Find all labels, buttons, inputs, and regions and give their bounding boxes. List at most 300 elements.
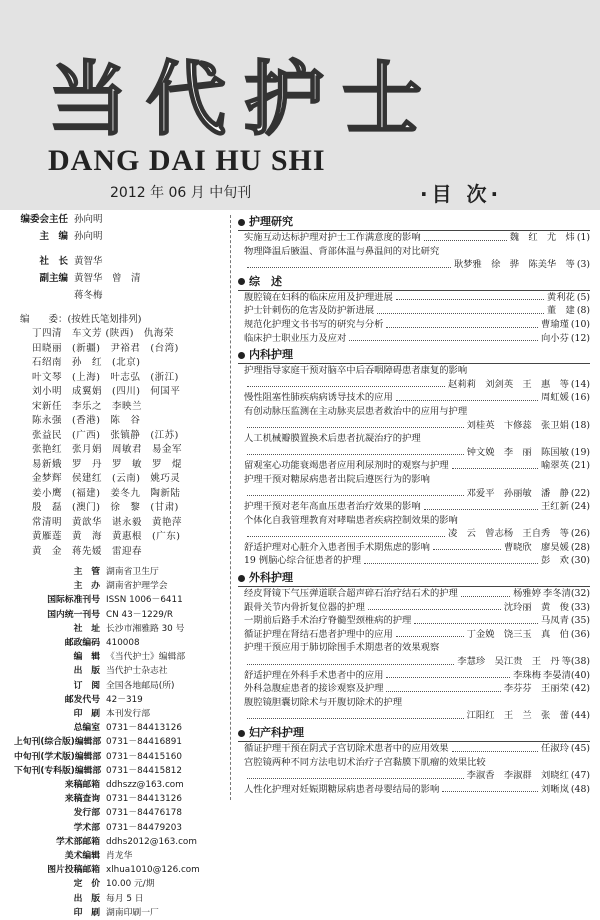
toc-section-heading: [238, 347, 590, 364]
entry-line: [244, 554, 590, 568]
entry-title: 规范化护理文书书写的研究与分析: [244, 318, 384, 330]
entry-page: (14): [570, 378, 590, 390]
entry-page: (16): [570, 392, 590, 404]
entry-line: [244, 332, 590, 346]
committee-row: 张艳红 张月娟 周敏君 易金军: [32, 444, 183, 455]
pub-value: 每月 5 日: [106, 893, 144, 904]
entry-line: [244, 419, 590, 433]
entry-title: 腹腔镜胆囊切除术与开腹切除术的护理: [244, 696, 403, 708]
entry-line: [244, 231, 590, 245]
pub-label: 来稿邮箱: [64, 780, 100, 791]
entry-page: (5): [576, 291, 590, 303]
pub-label: 主 管: [73, 567, 100, 577]
pub-row: [14, 664, 219, 678]
leader-dots: [247, 655, 454, 665]
leader-dots: [452, 459, 538, 469]
toc-entry: [238, 614, 590, 628]
entry-page: (24): [570, 501, 590, 513]
toc-entry: [238, 742, 590, 756]
entry-page: (33): [570, 601, 590, 613]
pub-value: 0731－84416891: [106, 737, 182, 748]
staff-label: 社 长: [39, 256, 68, 267]
pub-label: 出 版: [73, 893, 100, 904]
toc-entry: [238, 419, 590, 433]
pub-label: 下旬刊(专科版)编辑部: [14, 765, 102, 776]
entry-line: [244, 378, 590, 392]
committee-row: 宋新任 李乐之 李映兰: [32, 400, 143, 412]
pub-value: 长沙市湘雅路 30 号: [106, 623, 185, 634]
toc-heading: ·目 次·: [420, 182, 503, 206]
toc-entry: [238, 601, 590, 615]
entry-title: 护理干预应用于肺切除围手术期患者的效果观察: [244, 642, 440, 654]
staff-row: [14, 253, 219, 270]
entry-page: (42): [570, 683, 590, 695]
entry-title: 经皮肾镜下气压弹道联合超声碎石治疗结石术的护理: [244, 588, 458, 600]
leader-dots: [414, 614, 538, 624]
entry-page: (21): [570, 460, 590, 472]
entry-title: 人工机械瓣膜置换术后患者抗凝治疗的护理: [244, 433, 421, 445]
entry-title: 舒适护理对心脏介入患者围手术期焦虑的影响: [244, 541, 430, 553]
pub-row: [14, 877, 219, 891]
section-title: 妇产科护理: [249, 726, 304, 739]
entry-line: [244, 258, 590, 272]
leader-dots: [368, 601, 501, 611]
staff-value: 孙向明: [74, 231, 103, 242]
leader-dots: [424, 231, 507, 241]
entry-page: (35): [570, 615, 590, 627]
pub-value: CN 43－1229/R: [106, 609, 173, 620]
leader-dots: [461, 587, 510, 597]
toc-entry: [238, 245, 590, 259]
toc-entry: [238, 628, 590, 642]
pub-label: 国内统一刊号: [47, 609, 100, 620]
entry-authors: 黄利花: [546, 291, 575, 303]
pub-value: 0731－84415812: [106, 765, 182, 776]
entry-authors: 董 建: [546, 305, 575, 317]
entry-authors: 魏 红 尤 炜: [509, 232, 575, 243]
entry-title: 循证护理在肾结石患者护理中的应用: [244, 628, 393, 640]
toc-entry: [238, 682, 590, 696]
entry-page: 等(38): [561, 656, 590, 668]
masthead: [0, 0, 600, 210]
entry-title: 临床护士职业压力及应对: [244, 332, 347, 344]
entry-authors: 李淑香 李淑群 刘晓红: [466, 770, 569, 782]
staff-label: 主 编: [39, 231, 68, 242]
entry-authors: 李慧珍 吴江贵 王 丹: [457, 656, 560, 668]
committee-row: 田晓丽 (新疆) 尹裕君 (台湾): [32, 342, 179, 354]
pub-label: 总编室: [73, 723, 100, 734]
pub-row: [14, 792, 219, 806]
entry-page: 李冬清(32): [543, 588, 590, 600]
staff-row: [14, 228, 219, 245]
pub-row: [14, 764, 219, 778]
toc-entry: [238, 378, 590, 392]
committee-row: 丁四清 车文芳 (陕西) 仇海荣: [32, 328, 174, 339]
pub-row: [14, 636, 219, 650]
pub-row: [14, 750, 219, 764]
entry-title: 护理干预对糖尿病患者出院后遵医行为的影响: [244, 473, 430, 485]
entry-title: 外科急腹症患者的接诊观察及护理: [244, 683, 384, 695]
bullet-icon: [238, 352, 245, 359]
entry-page: (10): [570, 318, 590, 330]
committee-row: 陈永强 (香港) 陈 谷: [32, 415, 141, 426]
entry-title: 19 例脑心综合征患者的护理: [244, 555, 362, 567]
leader-dots: [364, 554, 538, 564]
entry-title: 实施互动达标护理对护士工作满意度的影响: [244, 232, 421, 243]
pub-label: 编 辑: [73, 652, 100, 663]
leader-dots: [452, 742, 538, 752]
leader-dots: [424, 500, 538, 510]
staff-list: [14, 211, 219, 312]
pub-row: [14, 892, 219, 906]
leader-dots: [442, 783, 538, 793]
pub-label: 主 办: [73, 581, 100, 592]
section-title: 综 述: [249, 274, 282, 288]
pub-value: ddhszz@163.com: [106, 780, 184, 791]
pub-row: [14, 849, 219, 863]
pub-label: 印 刷: [73, 907, 100, 918]
committee-row: 刘小明 成翼娟 (四川) 何国平: [32, 386, 181, 397]
leader-dots: [386, 669, 510, 679]
entry-authors: 李芬芬 王丽荣: [503, 683, 569, 695]
committee-row: 黄 金 蒋先媛 雷迎春: [32, 545, 143, 557]
entry-title: 留观室心功能衰竭患者应用利尿剂时的观察与护理: [244, 460, 449, 472]
journal-title-cn: 当代护士: [48, 53, 440, 146]
entry-line: [244, 541, 590, 555]
committee-row: 叶文琴 (上海) 叶志弘 (浙江): [32, 371, 179, 383]
toc-section-heading: [238, 570, 590, 587]
entry-line: [244, 304, 590, 318]
pub-value: 0731－84479203: [106, 822, 182, 833]
entry-authors: 邓爱平 孙丽敏 潘 静: [466, 487, 569, 499]
entry-title: 护理干预对老年高血压患者治疗效果的影响: [244, 501, 421, 513]
pub-value: 0731－84415160: [106, 751, 182, 762]
committee-row: 张益民 (广西) 张镇静 (江苏): [32, 429, 179, 441]
pub-value: 湖南省护理学会: [106, 581, 168, 592]
committee-row: 金梦辉 侯建红 (云南) 姚巧灵: [32, 473, 181, 484]
entry-authors: 江阳红 王 兰 张 蕾: [466, 710, 569, 722]
entry-title: 个体化自我管理教育对哮喘患者疾病控制效果的影响: [244, 514, 458, 526]
entry-authors: 周虹媛: [541, 392, 569, 404]
entry-line: [244, 628, 590, 642]
entry-line: [244, 669, 590, 683]
entry-page: (44): [570, 710, 590, 722]
entry-page: (22): [570, 487, 590, 499]
entry-line: [244, 601, 590, 615]
pub-row: [14, 679, 219, 693]
entry-authors: 马凤青: [541, 615, 569, 627]
entry-line: [244, 446, 590, 460]
pub-value: 肖龙华: [106, 851, 133, 862]
entry-title: 舒适护理在外科手术患者中的应用: [244, 669, 384, 681]
staff-row: [14, 287, 219, 304]
toc-entry: [238, 446, 590, 460]
toc-entry: [238, 364, 590, 378]
leader-dots: [386, 682, 500, 692]
entry-line: [244, 500, 590, 514]
journal-title-en: DANG DAI HU SHI: [48, 144, 326, 177]
pub-row: [14, 735, 219, 749]
bullet-icon: [238, 575, 245, 582]
committee-label: 编 委：(按姓氏笔划排列): [20, 314, 142, 325]
toc-entry: [238, 332, 590, 346]
entry-line: [244, 587, 590, 601]
leader-dots: [377, 304, 544, 314]
leader-dots: [247, 419, 464, 429]
column-divider: [230, 215, 231, 800]
staff-label: 编委会主任: [20, 214, 68, 225]
pub-value: 0731－84413126: [106, 794, 182, 805]
pub-label: 中旬刊(学术版)编辑部: [14, 751, 102, 762]
leader-dots: [396, 291, 544, 301]
entry-title: 物理降温后腋温、背部体温与鼻温间的对比研究: [244, 245, 440, 257]
entry-authors: 沈玲丽 黄 俊: [503, 601, 569, 613]
masthead-credits: [14, 211, 219, 920]
pub-label: 社 址: [73, 623, 100, 634]
entry-title: 跟骨关节内骨折复位器的护理: [244, 601, 365, 613]
toc-entry: [238, 709, 590, 723]
toc-entry: [238, 318, 590, 332]
staff-value: 黄智华 曾 清: [74, 273, 141, 284]
pub-row: [14, 707, 219, 721]
toc-entry: [238, 231, 590, 245]
committee-row: 常清明 黄歆华 谌永毅 黄艳萍: [32, 516, 183, 528]
pub-label: 邮发代号: [64, 694, 100, 705]
entry-page: (3): [576, 259, 590, 271]
bullet-icon: [238, 730, 245, 737]
leader-dots: [247, 446, 464, 456]
entry-line: [244, 709, 590, 723]
committee-row: 殷 磊 (澳门) 徐 黎 (甘肃): [32, 502, 179, 513]
entry-authors: 喻翠英: [541, 460, 569, 472]
pub-value: 本刊发行部: [106, 709, 150, 720]
entry-line: [244, 318, 590, 332]
toc-entry: [238, 514, 590, 528]
entry-line: [244, 614, 590, 628]
entry-authors: 王红新: [541, 501, 569, 513]
pub-row: [14, 835, 219, 849]
entry-page: (1): [576, 232, 590, 243]
leader-dots: [247, 527, 445, 537]
entry-page: (28): [570, 541, 590, 553]
pub-label: 来稿查询: [64, 794, 100, 805]
toc-entry: [238, 487, 590, 501]
toc-section-heading: [238, 214, 590, 231]
pub-row: [14, 622, 219, 636]
toc-entry: [238, 541, 590, 555]
staff-value: 黄智华: [74, 256, 103, 267]
spacer: [14, 245, 219, 253]
pub-label: 定 价: [73, 879, 100, 890]
entry-line: [244, 682, 590, 696]
entry-authors: 任淑玲: [541, 743, 569, 754]
toc-entry: [238, 473, 590, 487]
leader-dots: [396, 628, 464, 638]
entry-authors: 李珠梅: [513, 669, 542, 681]
pub-label: 上旬刊(综合版)编辑部: [14, 737, 102, 748]
toc-entry: [238, 304, 590, 318]
section-title: 外科护理: [249, 571, 293, 585]
leader-dots: [349, 332, 538, 342]
pub-value: 0731－84413126: [106, 723, 182, 734]
pub-label: 图片投稿邮箱: [47, 865, 100, 876]
toc-entry: [238, 554, 590, 568]
pub-value: 0731－84476178: [106, 808, 182, 819]
toc-entry: [238, 783, 590, 797]
committee-row: 石绍南 孙 红 (北京): [32, 357, 141, 368]
entry-authors: 丁金娩 饶三玉 真 伯: [466, 628, 569, 640]
entry-page: (36): [570, 628, 590, 640]
entry-page: (45): [570, 743, 590, 754]
entry-authors: 彭 欢: [541, 555, 569, 567]
entry-title: 腹腔镜在妇科的临床应用及护理进展: [244, 291, 393, 303]
pub-value: 当代护士杂志社: [106, 666, 168, 677]
leader-dots: [247, 709, 464, 719]
entry-title: 宫腔镜两种不同方法电切术治疗子宫黏膜下肌瘤的效果比较: [244, 756, 486, 768]
leader-dots: [247, 487, 464, 497]
entry-line: [244, 783, 590, 797]
staff-label: 副主编: [39, 273, 68, 284]
spacer: [14, 304, 219, 312]
pub-label: 发行部: [73, 808, 100, 819]
pub-value: 《当代护士》编辑部: [106, 652, 186, 663]
pub-value: 全国各地邮局(所): [106, 680, 175, 691]
pub-row: [14, 608, 219, 622]
staff-row: [14, 211, 219, 228]
leader-dots: [247, 258, 451, 268]
leader-dots: [247, 769, 464, 779]
toc-entry: [238, 258, 590, 272]
entry-title: 慢性阻塞性肺疾病病诱导技术的应用: [244, 392, 393, 404]
pub-label: 美术编辑: [64, 851, 100, 862]
entry-title: 护理指导家庭干预对脑卒中后吞咽障碍患者康复的影响: [244, 365, 468, 377]
table-of-contents: [238, 212, 590, 796]
entry-line: [244, 459, 590, 473]
entry-title: 有创动脉压监测在主动脉夹层患者救治中的应用与护理: [244, 405, 468, 417]
pub-row: [14, 650, 219, 664]
section-title: 护理研究: [249, 215, 293, 228]
publication-info: [14, 565, 219, 920]
pub-label: 国际标准刊号: [47, 595, 100, 606]
entry-authors: 赵莉莉 刘剑英 王 惠 等: [448, 378, 569, 390]
pub-value: 10.00 元/期: [106, 879, 155, 890]
toc-entry: [238, 669, 590, 683]
entry-authors: 钟文娩 李 丽 陈国敏: [466, 446, 569, 458]
entry-authors: 刘晰岚: [541, 783, 569, 795]
entry-authors: 向小芬: [541, 332, 569, 344]
leader-dots: [433, 541, 501, 551]
entry-page: (8): [576, 305, 590, 317]
pub-row: [14, 778, 219, 792]
pub-value: ddhs2012@163.com: [106, 836, 197, 847]
pub-value: 湖南省卫生厅: [106, 567, 159, 577]
entry-page: (48): [570, 783, 590, 795]
entry-line: [244, 527, 590, 541]
pub-label: 学术部: [73, 822, 100, 833]
pub-label: 订 阅: [73, 680, 100, 691]
pub-value: 湖南印刷一厂: [106, 907, 159, 918]
entry-page: (18): [570, 419, 590, 431]
pub-row: [14, 906, 219, 920]
toc-entry: [238, 432, 590, 446]
committee-row: 姜小鹰 (福建) 姜冬九 陶新陆: [32, 487, 181, 499]
bullet-icon: [238, 219, 245, 226]
toc-section-heading: [238, 725, 590, 742]
entry-title: 循证护理干预在阴式子宫切除术患者中的应用效果: [244, 743, 449, 754]
entry-authors: 凌 云 曾志杨 王自秀 等: [448, 528, 569, 540]
entry-authors: 耿梦雅 徐 骅 陈美华 等: [453, 259, 575, 271]
entry-title: 一期前后路手术治疗脊髓型颈椎病的护理: [244, 615, 412, 627]
toc-entry: [238, 459, 590, 473]
entry-page: (26): [570, 528, 590, 540]
pub-row: [14, 821, 219, 835]
entry-page: 李晏清(40): [543, 669, 590, 681]
pub-label: 出 版: [73, 666, 100, 677]
committee-row: 易新娥 罗 丹 罗 敏 罗 焜: [32, 458, 183, 470]
entry-authors: 杨雅婷: [513, 588, 542, 600]
pub-row: [14, 579, 219, 593]
entry-page: (47): [570, 770, 590, 782]
toc-entry: [238, 405, 590, 419]
pub-row: [14, 863, 219, 877]
staff-row: [14, 270, 219, 287]
pub-label: 邮政编码: [64, 638, 100, 649]
entry-line: [244, 487, 590, 501]
pub-row: [14, 593, 219, 607]
section-title: 内科护理: [249, 348, 293, 362]
entry-line: [244, 391, 590, 405]
toc-entry: [238, 391, 590, 405]
bullet-icon: [238, 278, 245, 285]
committee-list: [14, 327, 219, 559]
staff-value: 孙向明: [74, 214, 103, 225]
entry-title: 护士针刺伤的危害及防护新进展: [244, 305, 375, 317]
committee-row: 黄雁莲 黄 海 黄惠根 (广东): [32, 531, 181, 542]
staff-value: 蒋冬梅: [74, 290, 103, 301]
toc-entry: [238, 291, 590, 305]
entry-authors: 曹晓欣 廖昊媛: [503, 541, 569, 553]
toc-entry: [238, 527, 590, 541]
pub-label: 学术部邮箱: [56, 836, 100, 847]
leader-dots: [386, 318, 538, 328]
pub-row: [14, 806, 219, 820]
pub-value: xlhua1010@126.com: [106, 865, 200, 876]
entry-authors: 刘桂英 卞修蕊 张卫娟: [466, 419, 569, 431]
entry-line: [244, 291, 590, 305]
pub-row: [14, 565, 219, 579]
staff-label: [14, 287, 74, 304]
entry-page: (12): [570, 332, 590, 344]
entry-title: 人性化护理对妊娠期糖尿病患者母婴结局的影响: [244, 783, 440, 795]
toc-entry: [238, 756, 590, 770]
entry-line: [244, 742, 590, 756]
toc-entry: [238, 769, 590, 783]
toc-entry: [238, 500, 590, 514]
toc-section-heading: [238, 274, 590, 291]
pub-row: [14, 721, 219, 735]
entry-line: [244, 769, 590, 783]
pub-label: 印 刷: [73, 709, 100, 720]
entry-page: (19): [570, 446, 590, 458]
pub-value: 42－319: [106, 694, 143, 705]
toc-entry: [238, 587, 590, 601]
issue-date: 2012 年 06 月 中旬刊: [110, 185, 252, 201]
pub-row: [14, 693, 219, 707]
pub-value: ISSN 1006－6411: [106, 595, 183, 606]
entry-page: (30): [570, 555, 590, 567]
leader-dots: [247, 378, 445, 388]
toc-entry: [238, 655, 590, 669]
